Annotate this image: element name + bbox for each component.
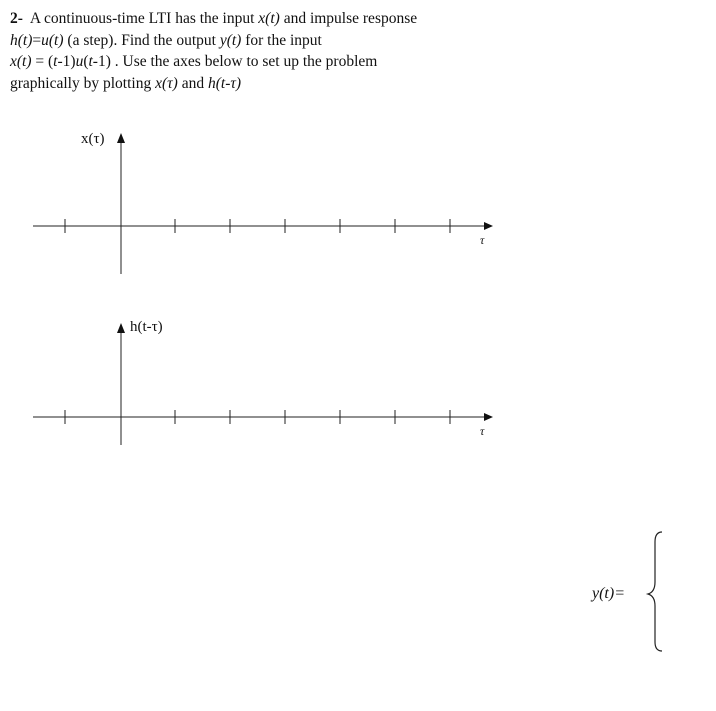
arrow-up-icon <box>117 323 125 333</box>
problem-text: and <box>181 74 205 92</box>
x-axis-label: τ <box>480 233 485 247</box>
piecewise-brace <box>648 532 662 651</box>
equation-part: t <box>53 53 58 70</box>
plot-x-tau <box>33 131 493 274</box>
arrow-right-icon <box>484 413 493 421</box>
impulse-response: h(t) <box>10 31 33 49</box>
step-function: u(t) <box>41 31 64 49</box>
problem-text: A continuous-time LTI has the input <box>29 10 255 27</box>
output-signal: y(t) <box>219 31 242 49</box>
problem-text: (a step). Find the output <box>67 31 216 49</box>
problem-text: for the input <box>245 31 322 49</box>
arrow-up-icon <box>117 133 125 143</box>
x-tau: x(τ) <box>155 74 178 92</box>
arrow-right-icon <box>484 222 493 230</box>
input-signal: x(t) <box>10 53 32 70</box>
equation-part: = ( <box>35 53 54 70</box>
input-signal: x(t) <box>258 10 280 27</box>
equals-sign: = <box>32 31 42 49</box>
equation-part: ( <box>83 53 89 70</box>
x-axis-label: τ <box>480 424 485 438</box>
equation-part: -1) <box>57 53 76 70</box>
output-label: y(t)= <box>592 585 625 602</box>
equation-part: t <box>88 53 93 70</box>
h-t-minus-tau: h(t-τ) <box>207 74 242 92</box>
output-answer <box>590 532 662 651</box>
problem-number: 2- <box>10 10 23 27</box>
y-axis-label: x(τ) <box>81 131 105 147</box>
problem-text: graphically by plotting <box>10 74 152 92</box>
equation-part: u <box>75 53 84 70</box>
problem-text: -1) . Use the axes below to set up the problem <box>92 53 378 70</box>
y-axis-label: h(t-τ) <box>130 319 163 335</box>
problem-text: and impulse response <box>283 10 418 27</box>
plot-h-t-minus-tau <box>33 319 493 445</box>
